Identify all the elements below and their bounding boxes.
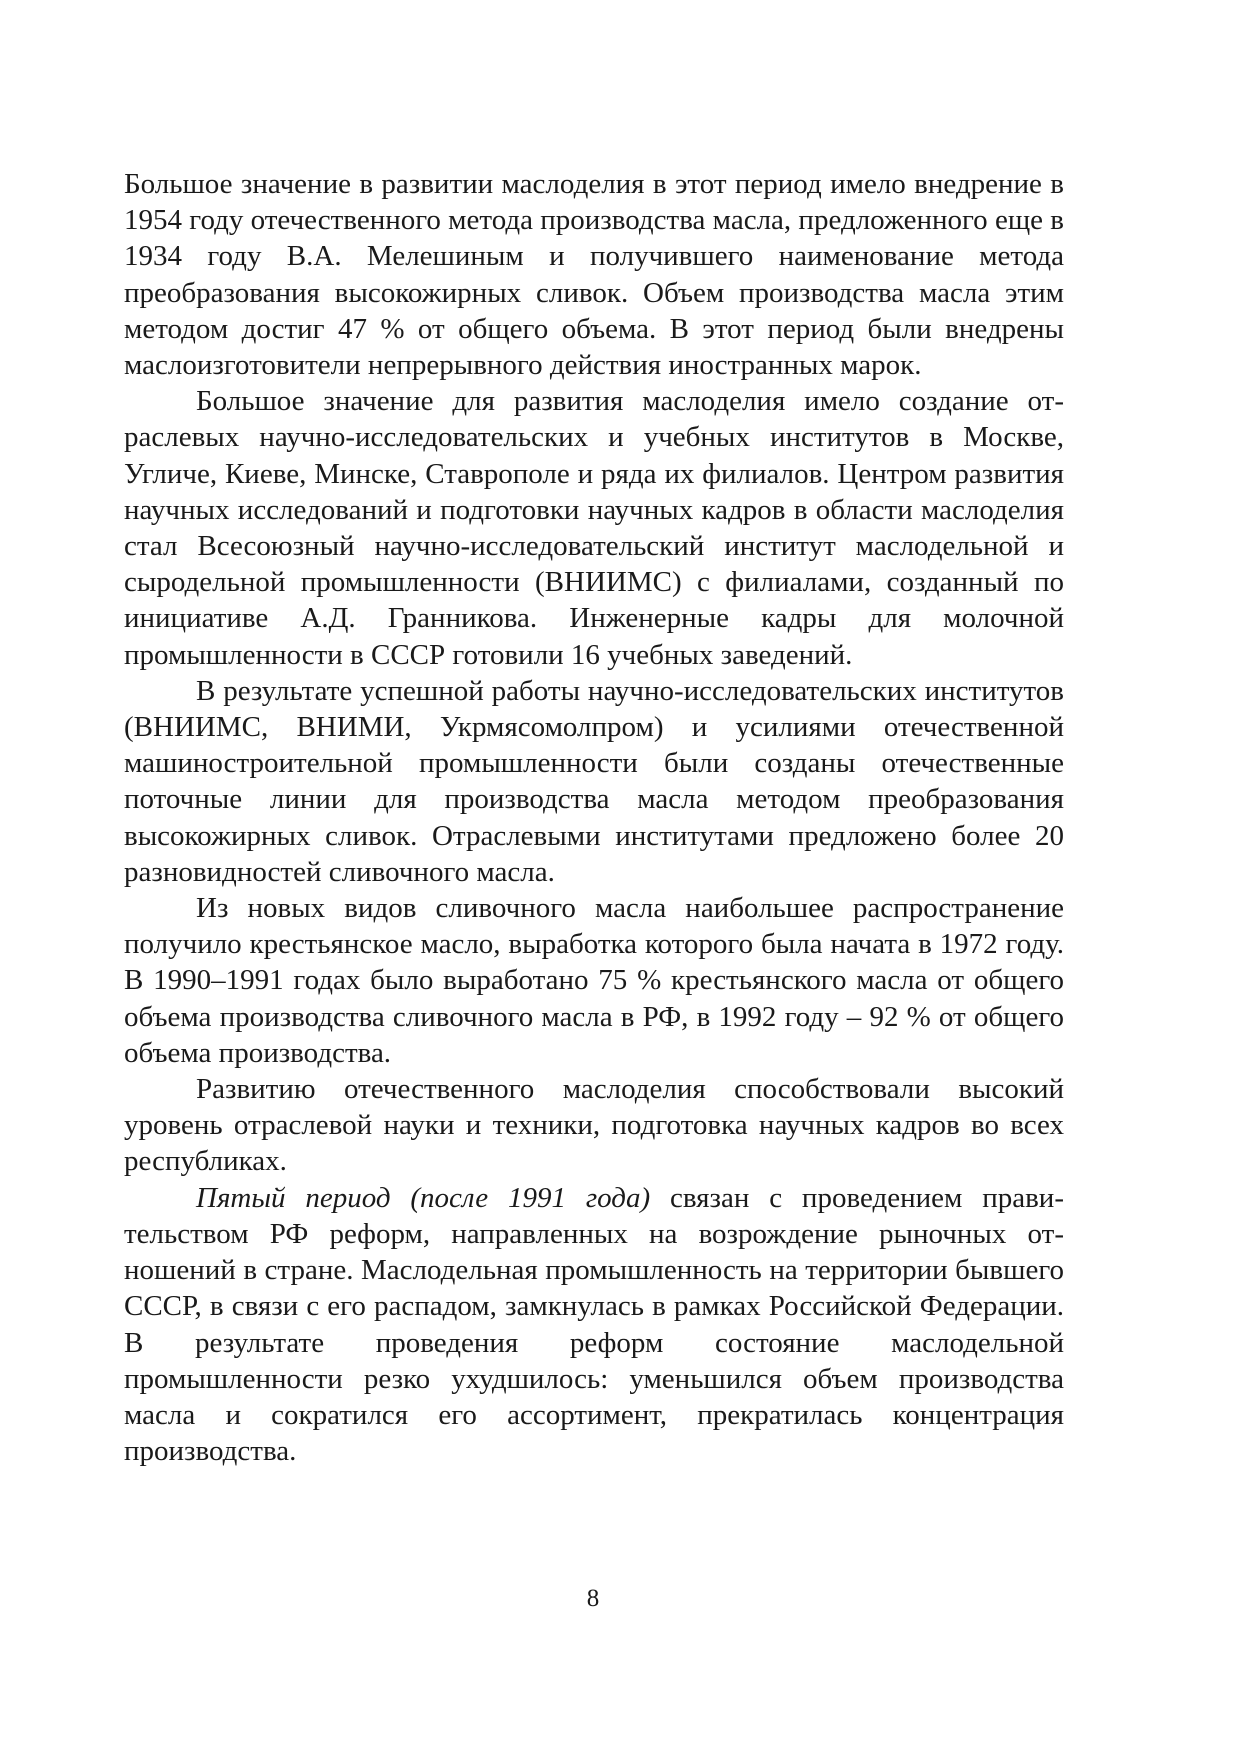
paragraph-2: Большое значение для развития маслоделия имело создание отраслевых научно-исследовательских и учебных институтов в Москве, Угличе, Киеве, Минске, Ставрополе и ряда их филиалов. Центром развития научных исследований и подготовки научных кадров в области маслоделия стал Всесоюзный научно-исследовательский институт маслодельной и сыродельной промышленности (ВНИИМС) с филиалами, созданный по инициативе А.Д. Гранникова. Инженерные кадры для молочной промышленности в СССР готовили 16 учебных заведений. — [124, 385, 1064, 671]
paragraph-6 — [124, 1180, 1064, 1470]
paragraph-5: Развитию отечественного маслоделия способствовали высокий уровень отраслевой науки и техники, подготовка научных кадров во всех республиках. — [124, 1073, 1064, 1178]
body-text — [124, 166, 1064, 1469]
page-number: 8 — [586, 1585, 600, 1612]
paragraph-1: Большое значение в развитии маслоделия в этот период имело внедрение в 1954 году отечественного метода производства масла, предложенного еще в 1934 году В.А. Мелешиным и получившего наименование метода преобразования высокожирных сливок. Объем производства масла этим методом достиг 47 % от общего объема. В этот период были внедрены маслоизготовители непрерывного действия иностранных марок. — [124, 168, 1064, 382]
paragraph-4: Из новых видов сливочного масла наибольшее распространение получило крестьянское масло, выработка которого была начата в 1972 году. В 1990–1991 годах было выработано 75 % крестьянского масла от общего объема производства сливочного масла в РФ, в 1992 году – 92 % от общего объема производства. — [124, 892, 1064, 1069]
paragraph-6-text: связан с проведением правительством РФ реформ, направленных на возрождение рыночных отношений в стране. Маслодельная промышленность на территории бывшего СССР, в связи с его распадом, замкнулась в рамках Российской Федерации. В результате проведения реформ состояние маслодельной промышленности резко ухудшилось: уменьшился объем производства масла и сократился его ассортимент, прекратилась концентрация производства. — [124, 1181, 1064, 1468]
period-heading-italic: Пятый период (после 1991 года) — [196, 1181, 651, 1214]
paragraph-3: В результате успешной работы научно-исследовательских институтов (ВНИИМС, ВНИМИ, Укрмясомолпром) и усилиями отечественной машиностроительной промышленности были созданы отечественные поточные линии для производства масла методом преобразования высокожирных сливок. Отраслевыми институтами предложено более 20 разновидностей сливочного масла. — [124, 674, 1064, 888]
